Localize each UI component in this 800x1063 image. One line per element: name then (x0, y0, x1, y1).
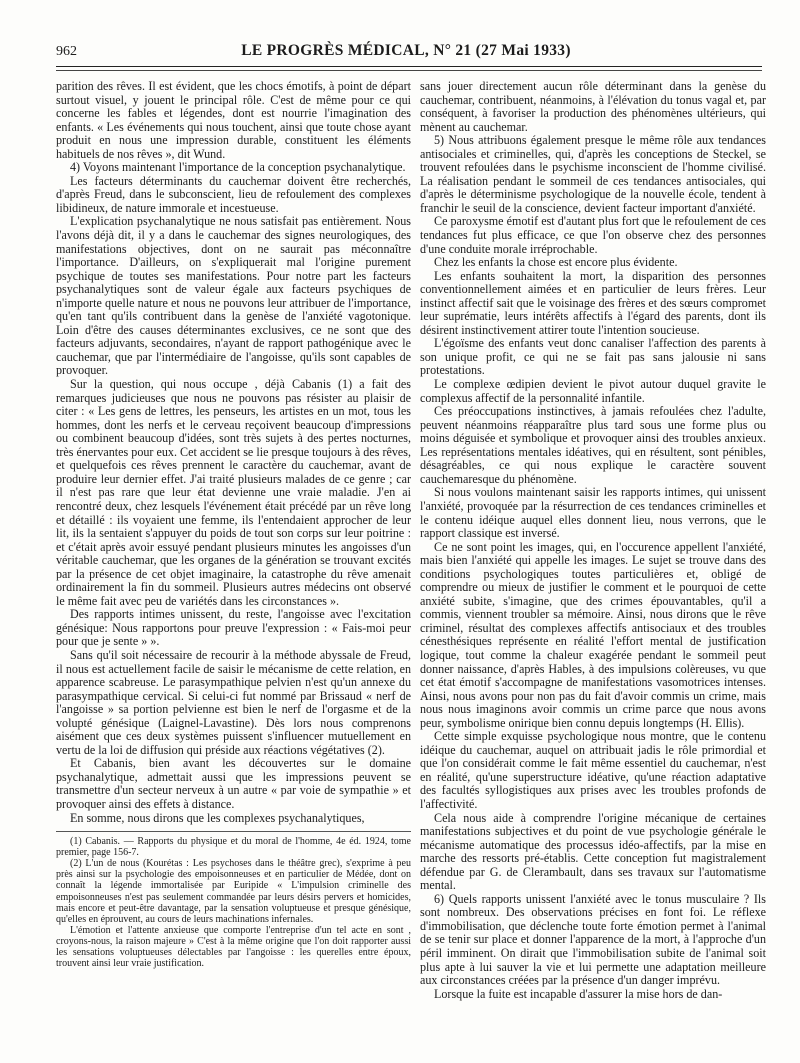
right-column-body (420, 80, 766, 1001)
paragraph: L'explication psychanalytique ne nous satisfait pas entièrement. Nous l'avons déjà dit, il y a dans le cauchemar des signes neurologiques, des manifestations objectives, dont on ne saurait pas méconnaître l'importance. D'ailleurs, on s'expliquerait mal l'origine purement psychique de toutes ses manifestations. Pour notre part les facteurs psychanalytiques sont de valeur égale aux facteurs psychiques de n'importe quelle nature et nous ne pouvons leur attribuer de l'importance, qu'en tant qu'ils contribuent dans la genèse de l'anxiété vagotonique. Loin d'être des causes déterminantes exclusives, ce ne sont que des facteurs adjuvants, secondaires, n'ayant de rapport pathogénique avec le cauchemar, que par l'intermédiaire de l'angoisse, qu'ils sont capables de provoquer. (56, 214, 411, 378)
paragraph: Ce paroxysme émotif est d'autant plus fort que le refoulement de ces tendances fut plus efficace, ce que l'on observe chez des personnes d'une conduite morale irréprochable. (420, 214, 766, 256)
paragraph: Cette simple exquisse psychologique nous montre, que le contenu idéique du cauchemar, auquel on attribuait jadis le rôle primordial et que l'on considérait comme le fait même essentiel du cauchemar, n'est en réalité, qu'une superstructure idéative, qu'une réaction adaptative des facultés syllogistiques aux prises avec les troubles profonds de l'affectivité. (420, 729, 766, 811)
paragraph: 4) Voyons maintenant l'importance de la conception psychanalytique. (70, 160, 406, 175)
paragraph: 6) Quels rapports unissent l'anxiété avec le tonus musculaire ? Ils sont nombreux. Des observations précises en font foi. Le réflexe d'immobilisation, que déclenche toute forte émotion permet à l'animal de se tenir sur place et donner l'apparence de la mort, à l'approche d'un péril imminent. On dirait que l'immobilisation subite de l'animal soit plus apte à lui sauver la vie et lui permette une adaptation meilleure aux circonstances créées par la présence d'un danger imprévu. (420, 891, 766, 988)
right-column (420, 80, 766, 1001)
paragraph: Lorsque la fuite est incapable d'assurer la mise hors de dan- (434, 986, 723, 1001)
paragraph: Chez les enfants la chose est encore plus évidente. (434, 255, 678, 270)
page-header (56, 42, 756, 62)
header-rule-thin (56, 70, 762, 71)
paragraph: Les enfants souhaitent la mort, la disparition des personnes conventionnellement aimées et en particulier de leurs frères. Leur instinct affectif sait que le voisinage des frères et des sœurs compromet leur suprématie, leurs intérêts affectifs à l'égard des parents, dont ils désirent instinctivement attirer toute l'intention soucieuse. (420, 268, 766, 337)
page-number: 962 (56, 44, 77, 59)
paragraph: sans jouer directement aucun rôle déterminant dans la genèse du cauchemar, contribuent, néanmoins, à l'élévation du tonus vagal et, par conséquent, à favoriser la production des phénomènes ultérieurs, qui mènent au cauchemar. (420, 79, 766, 134)
running-head: LE PROGRÈS MÉDICAL, N° 21 (27 Mai 1933) (241, 42, 571, 59)
left-column (56, 80, 411, 969)
paragraph: parition des rêves. Il est évident, que les chocs émotifs, à point de départ surtout visuel, y jouent le principal rôle. C'est de même pour ce qui concerne les fables et légendes, dont est nourrie l'imagination des enfants. « Les événements qui nous touchent, ainsi que toute chose ayant produit en nous une impression durable, constituent les éléments habituels de nos rêves », dit Wund. (56, 79, 411, 161)
paragraph: 5) Nous attribuons également presque le même rôle aux tendances antisociales et criminelles, qui, d'après les conceptions de Steckel, se trouvent refoulées dans le psychisme inconscient de l'homme civilisé. La réalisation pendant le sommeil de ces tendances antisociales, qui d'après le déterminisme psychologique de la nouvelle école, tendent à franchir le seuil de la conscience, devient facteur important d'anxiété. (420, 133, 766, 215)
paragraph: Ces préoccupations instinctives, à jamais refoulées chez l'adulte, peuvent néanmoins réapparaître plus tard sous une forme plus ou moins déguisée et symbolique et provoquer ainsi des troubles anxieux. Les représentations mentales idéatives, qui en résultent, sont pénibles, désagréables, ce qui nous explique le caractère souvent cauchemaresque du phénomène. (420, 404, 766, 486)
paragraph: Les facteurs déterminants du cauchemar doivent être recherchés, d'après Freud, dans le subconscient, lieu de refoulement des complexes libidineux, de nature immorale et incestueuse. (56, 173, 411, 215)
paragraph: L'égoïsme des enfants veut donc canaliser l'affection des parents à son unique profit, ce qui ne se fait pas sans jalousie ni sans protestations. (420, 336, 766, 378)
footnotes (56, 836, 411, 969)
paragraph: Le complexe œdipien devient le pivot autour duquel gravite le complexus affectif de la personnalité infantile. (420, 377, 766, 405)
footnote-rule (56, 831, 411, 832)
paragraph: Des rapports intimes unissent, du reste, l'angoisse avec l'excitation génésique: Nous rapportons pour preuve l'expression : « Fais-moi peur pour que je sente » ». (56, 607, 411, 649)
paragraph: En somme, nous dirons que les complexes psychanalytiques, (70, 810, 365, 825)
paragraph: Sur la question, qui nous occupe , déjà Cabanis (1) a fait des remarques judicieuses que nous ne pouvons pas résister au plaisir de citer : « Les gens de lettres, les penseurs, les artistes en un mot, tous les hommes, dont les nerfs et le cerveau reçoivent beaucoup d'impressions ou combinent beaucoup d'idées, sont très sujets à des pertes nocturnes, très énervantes pour eux. Cet accident se lie presque toujours à des rêves, et quelquefois ces rêves prennent le caractère du cauchemar, avant de produire leur dernier effet. J'ai traité plusieurs malades de ce genre ; car il n'est pas rare que leur état devienne une vraie maladie. J'en ai rencontré deux, chez lesquels l'événement était précédé par un rêve long et détaillé : ils voyaient une femme, ils l'entendaient approcher de leur lit, ils la sentaient s'appuyer du poids de tout son corps sur leur poitrine : et c'était après avoir essuyé pendant plusieurs minutes les angoisses d'un véritable cauchemar, que les organes de la génération se trouvant excités par la présence de cet objet imaginaire, la catastrophe du rêve amenait ordinairement la fin du sommeil. Plusieurs autres médecins ont observé le même fait avec peu de variétés dans les circonstances ». (56, 377, 411, 608)
footnote: (2) L'un de nous (Kourétas : Les psychoses dans le théâtre grec), s'exprime à peu près ainsi sur la psychologie des empoisonneuses et en particulier de Médée, dont on connaît la légende immortalisée par Euripide « L'impulsion criminelle des empoisonneuses n'est pas seulement commandée par leurs désirs pervers et homicides, mais encore et peut-être davantage, par la sensation voluptueuse et presque génésique, qu'elles en éprouvent, au cours de leurs machinations infernales. (56, 858, 411, 925)
paragraph: Sans qu'il soit nécessaire de recourir à la méthode abyssale de Freud, il nous est actuellement facile de saisir le mécanisme de cette relation, en apparence scabreuse. Le parasympathique pelvien n'est qu'un annexe du parasympathique cervical. Si celui-ci fut nommé par Brissaud « nerf de l'angoisse » sa portion pelvienne est bien le nerf de l'orgasme et de la volupté génésique (Laignel-Lavastine). Dès lors nous comprenons aisément que ces deux systèmes puissent s'influencer mutuellement en vertu de la loi de diffusion qui préside aux réactions végétatives (2). (56, 647, 411, 757)
header-rule (56, 66, 762, 67)
left-column-body (56, 80, 411, 825)
footnote: (1) Cabanis. — Rapports du physique et du moral de l'homme, 4e éd. 1924, tome premier, page 156-7. (56, 836, 411, 859)
paragraph: Si nous voulons maintenant saisir les rapports intimes, qui unissent l'anxiété, provoquée par la résurrection de ces tendances criminelles et le contenu idéique auquel elles donnent lieu, nous verrons, que le rapport classique est inversé. (420, 485, 766, 541)
paragraph: Ce ne sont point les images, qui, en l'occurence appellent l'anxiété, mais bien l'anxiété qui appelle les images. Le sujet se trouve dans des conditions psychologiques toutes particulières et, obligé de comprendre ou mieux de justifier le comment et le pourquoi de cette anxiété subite, s'imagine, que des crimes épouvantables, qu'il a commis, viennent troubler sa mémoire. Ainsi, nous dirons que le rêve criminel, résultat des complexes affectifs antisociaux et des troubles cénesthésiques représente en réalité l'effort mental de justification logique, tout comme la chaleur exagérée pendant le sommeil peut donner naissance, d'après Hables, à des impulsions colèreuses, vu que cet état émotif s'accompagne de manifestations vasomotrices intenses. Ainsi, nous avons pour non pas du fait d'avoir commis un crime, mais nous nous imaginons avoir commis un crime parce que nous avons peur, symbolisme onirique bien connu depuis longtemps (H. Ellis). (420, 539, 766, 730)
footnote: L'émotion et l'attente anxieuse que comporte l'entreprise d'un tel acte en sont , croyons-nous, la raison majeure » C'est à la même origine que l'on doit rapporter aussi les sensations voluptueuses délectables par l'angoisse : les querelles entre époux, trouvent ainsi leur vraie justification. (56, 924, 411, 970)
paragraph: Et Cabanis, bien avant les découvertes sur le domaine psychanalytique, admettait aussi que les impressions peuvent se transmettre d'un secteur nerveux à un autre « par voie de sympathie » et provoquer ainsi des effets à distance. (56, 756, 411, 811)
paragraph: Cela nous aide à comprendre l'origine mécanique de certaines manifestations subjectives et du point de vue psychologie générale le mécanisme automatique des processus idéo-affectifs, par la mise en marche des ressorts pré-établis. Cette conception fut magistralement défendue par G. de Clerambault, dans ses travaux sur l'automatisme mental. (420, 810, 766, 893)
